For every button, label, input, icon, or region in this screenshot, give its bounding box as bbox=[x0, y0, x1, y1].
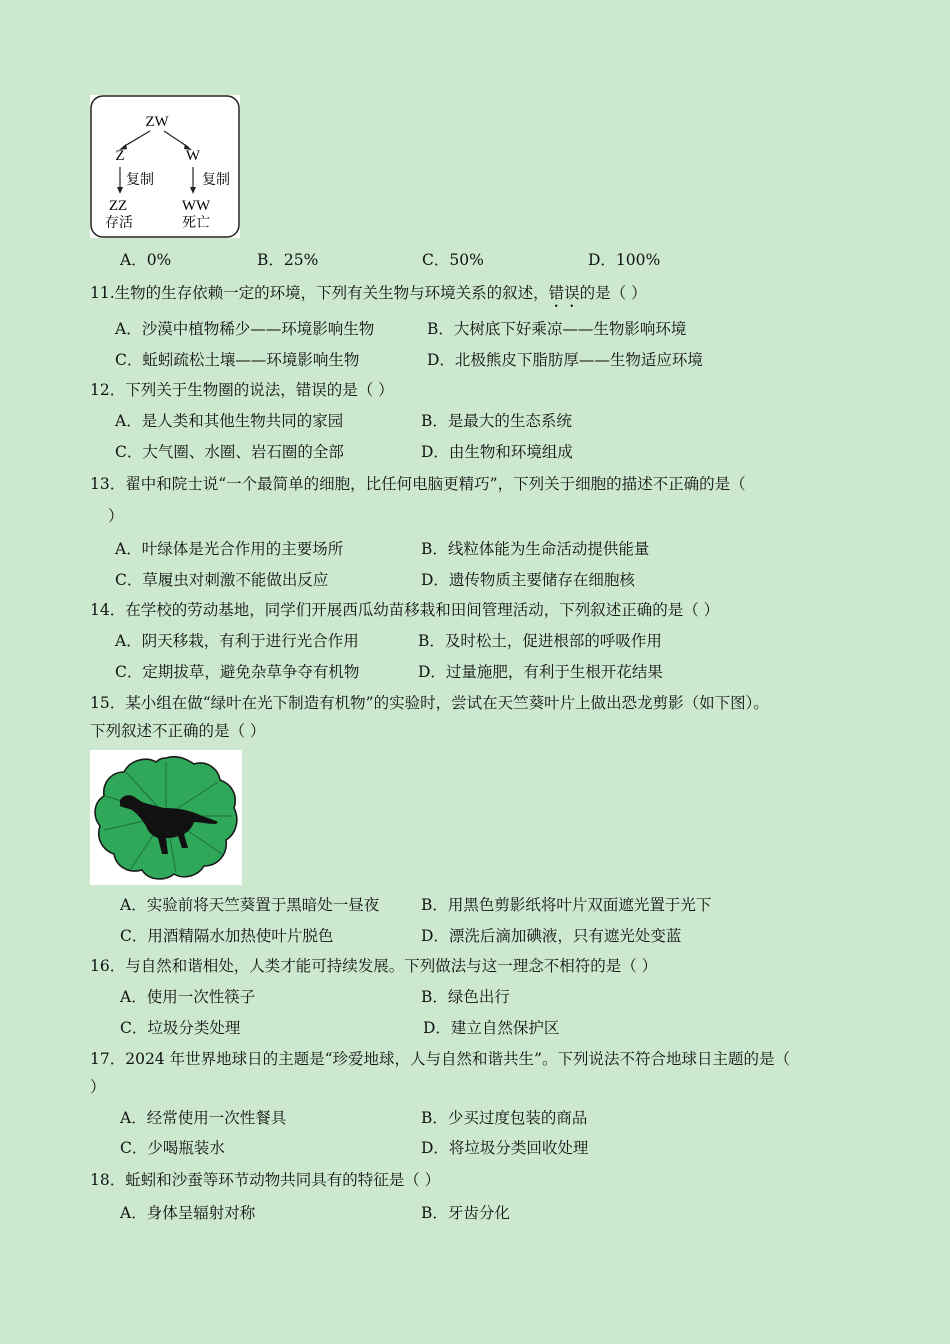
q16-option-b: B．绿色出行 bbox=[421, 988, 510, 1006]
q17-stem-close: ） bbox=[90, 1078, 106, 1096]
zw-diagram bbox=[90, 95, 240, 238]
q10-option-d: D．100% bbox=[588, 251, 661, 269]
q14-option-d: D．过量施肥，有利于生根开花结果 bbox=[418, 663, 663, 681]
q17-option-a: A．经常使用一次性餐具 bbox=[120, 1109, 287, 1127]
copy-label-right: 复制 bbox=[202, 172, 230, 188]
diagram-bottom-right: WW bbox=[181, 198, 211, 214]
q16-option-a: A．使用一次性筷子 bbox=[120, 988, 256, 1006]
q15-stem: 15．某小组在做“绿叶在光下制造有机物”的实验时，尝试在天竺葵叶片上做出恐龙剪影（如下图）。 bbox=[90, 694, 769, 712]
q13-option-d: D．遗传物质主要储存在细胞核 bbox=[421, 571, 635, 589]
q17-option-c: C．少喝瓶装水 bbox=[120, 1139, 225, 1157]
q15-option-c: C．用酒精隔水加热使叶片脱色 bbox=[120, 927, 334, 945]
q16-stem: 16．与自然和谐相处，人类才能可持续发展。下列做法与这一理念不相符的是（ ） bbox=[90, 957, 658, 975]
q11-option-d: D．北极熊皮下脂肪厚——生物适应环境 bbox=[427, 351, 703, 369]
q11-stem-emphasis: 错误 bbox=[548, 284, 580, 302]
q14-option-b: B．及时松土，促进根部的呼吸作用 bbox=[418, 632, 662, 650]
q11-stem bbox=[90, 283, 647, 311]
q12-option-d: D．由生物和环境组成 bbox=[421, 443, 573, 461]
q17-option-d: D．将垃圾分类回收处理 bbox=[421, 1139, 589, 1157]
q18-option-a: A．身体呈辐射对称 bbox=[120, 1204, 256, 1222]
q12-stem: 12．下列关于生物圈的说法，错误的是（ ） bbox=[90, 381, 394, 399]
q10-option-a: A．0% bbox=[120, 251, 172, 269]
q10-option-c: C．50% bbox=[422, 251, 484, 269]
q11-stem-part1: 11.生物的生存依赖一定的环境，下列有关生物与环境关系的叙述， bbox=[90, 284, 549, 302]
q11-stem-part2: 的是（ ） bbox=[579, 284, 647, 302]
survive-label: 存活 bbox=[105, 215, 133, 231]
diagram-right-label: W bbox=[185, 148, 201, 164]
q14-option-c: C．定期拔草，避免杂草争夺有机物 bbox=[115, 663, 360, 681]
q11-option-a: A．沙漠中植物稀少——环境影响生物 bbox=[115, 320, 375, 338]
die-label: 死亡 bbox=[182, 215, 210, 231]
q16-option-c: C．垃圾分类处理 bbox=[120, 1019, 241, 1037]
q12-option-b: B．是最大的生态系统 bbox=[421, 412, 572, 430]
q13-option-a: A．叶绿体是光合作用的主要场所 bbox=[115, 540, 344, 558]
q18-stem: 18．蚯蚓和沙蚕等环节动物共同具有的特征是（ ） bbox=[90, 1171, 441, 1189]
q15-option-d: D．漂洗后滴加碘液，只有遮光处变蓝 bbox=[421, 927, 682, 945]
q14-option-a: A．阴天移栽，有利于进行光合作用 bbox=[115, 632, 359, 650]
q13-option-b: B．线粒体能为生命活动提供能量 bbox=[421, 540, 650, 558]
q11-option-b: B．大树底下好乘凉——生物影响环境 bbox=[427, 320, 687, 338]
q12-option-a: A．是人类和其他生物共同的家园 bbox=[115, 412, 344, 430]
q18-option-b: B．牙齿分化 bbox=[421, 1204, 510, 1222]
copy-label-left: 复制 bbox=[126, 172, 154, 188]
q10-option-b: B．25% bbox=[257, 251, 319, 269]
leaf-dinosaur-image bbox=[90, 750, 242, 885]
q15-option-a: A．实验前将天竺葵置于黑暗处一昼夜 bbox=[120, 896, 380, 914]
q16-option-d: D．建立自然保护区 bbox=[423, 1019, 560, 1037]
q17-stem: 17．2024 年世界地球日的主题是“珍爱地球，人与自然和谐共生”。下列说法不符合地球日主题的是（ bbox=[90, 1050, 790, 1068]
q11-option-c: C．蚯蚓疏松土壤——环境影响生物 bbox=[115, 351, 360, 369]
diagram-bottom-left: ZZ bbox=[108, 198, 128, 214]
diagram-left-label: Z bbox=[115, 148, 125, 164]
q13-option-c: C．草履虫对刺激不能做出反应 bbox=[115, 571, 329, 589]
q15-stem-line2: 下列叙述不正确的是（ ） bbox=[90, 722, 266, 740]
q14-stem: 14．在学校的劳动基地，同学们开展西瓜幼苗移栽和田间管理活动，下列叙述正确的是（ ） bbox=[90, 601, 720, 619]
q13-stem-close: ） bbox=[108, 507, 124, 525]
q17-option-b: B．少买过度包装的商品 bbox=[421, 1109, 588, 1127]
q13-stem: 13．翟中和院士说“一个最简单的细胞，比任何电脑更精巧”，下列关于细胞的描述不正确的是（ bbox=[90, 475, 746, 493]
q12-option-c: C．大气圈、水圈、岩石圈的全部 bbox=[115, 443, 344, 461]
q15-option-b: B．用黑色剪影纸将叶片双面遮光置于光下 bbox=[421, 896, 712, 914]
diagram-top-label: ZW bbox=[145, 114, 169, 130]
